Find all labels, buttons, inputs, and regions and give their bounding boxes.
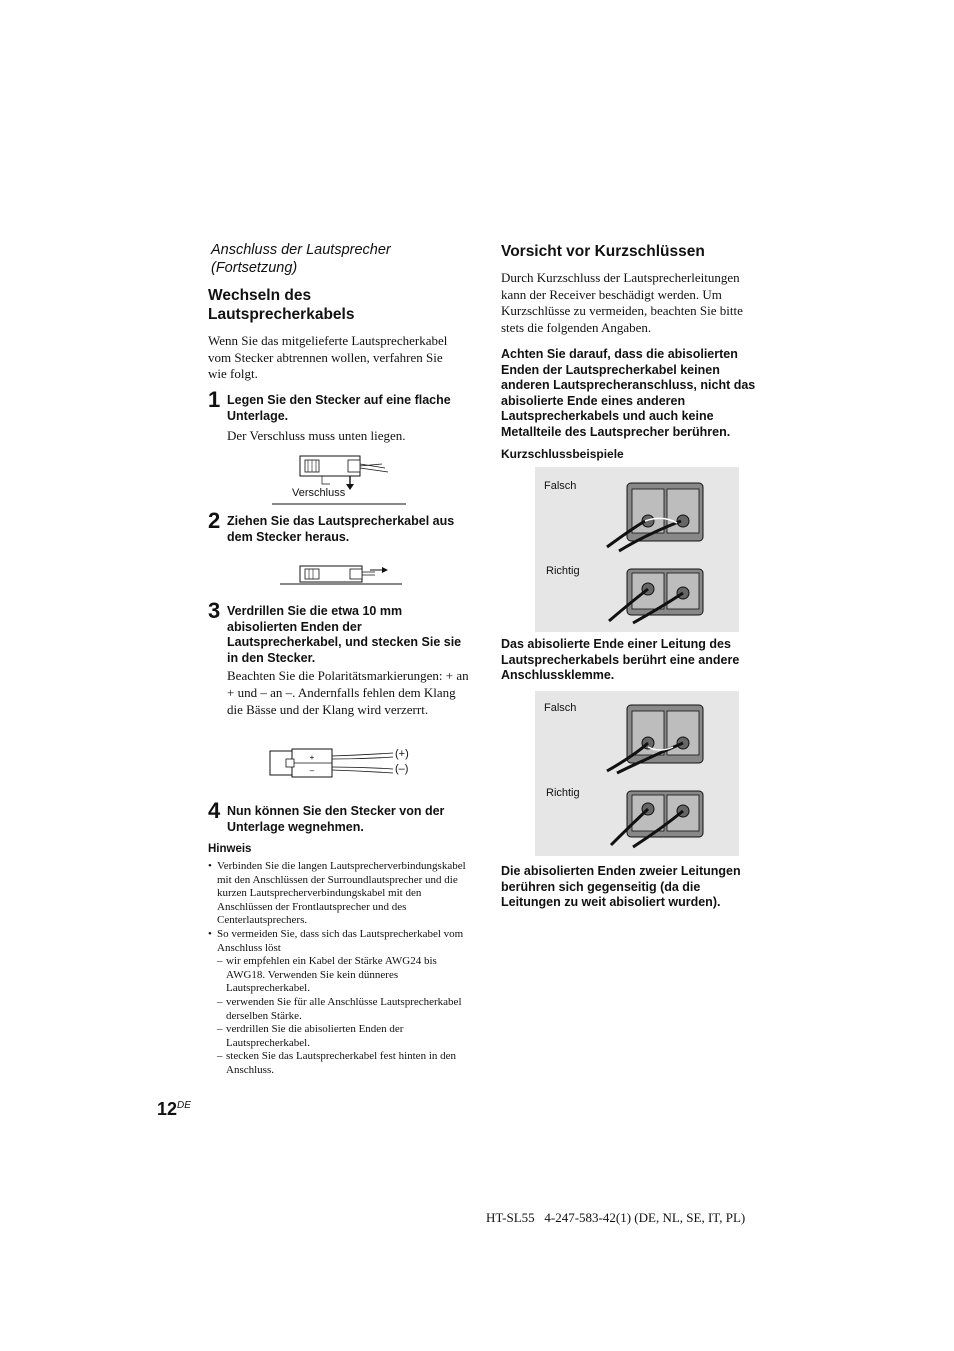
note-title: Hinweis: [208, 843, 252, 855]
step-subtext: Beachten Sie die Polaritätsmarkierungen: + an + und – an –. Andernfalls fehlen dem Klang die Bässe und der Klang wird verzerrt.: [227, 668, 469, 717]
note-item: • Verbinden Sie die langen Lautsprecherverbindungskabel mit den Anschlüssen der Surroundlautsprecher und die kurzen Lautsprecherverbindungskabel mit den Anschlüssen der Frontlautsprecher und des Centerlautsprechers.: [208, 860, 466, 927]
short-example-figure-1: [535, 467, 739, 632]
step-4: [208, 798, 473, 838]
step-number: 1: [208, 387, 221, 412]
lock-label: Verschluss: [292, 487, 346, 499]
right-label: Richtig: [546, 565, 580, 577]
step-1: [208, 387, 473, 453]
step-number: 4: [208, 798, 221, 823]
step-text: Ziehen Sie das Lautsprecherkabel aus dem Stecker heraus.: [227, 514, 455, 544]
terminal-illustration: [605, 699, 735, 849]
intro-text: Wenn Sie das mitgelieferte Lautsprecherkabel vom Stecker abtrennen wollen, verfahren Sie wie folgt.: [208, 333, 448, 381]
step-number: 2: [208, 508, 221, 533]
step-3: [208, 598, 473, 734]
polarity-figure: [268, 745, 413, 780]
notes-list: [208, 860, 470, 1078]
note-subitem: – verwenden Sie für alle Anschlüsse Lautsprecherkabel derselben Stärke.: [217, 995, 462, 1022]
page-suffix: DE: [177, 1100, 191, 1111]
step-2: [208, 508, 473, 548]
examples-title: Kurzschlussbeispiele: [501, 447, 624, 461]
wrong-label: Falsch: [544, 480, 577, 492]
connector-lock-figure: [270, 450, 410, 508]
inner-minus-mark: –: [309, 766, 315, 775]
note-item: • So vermeiden Sie, dass sich das Lautsprecherkabel vom Anschluss löst: [208, 927, 464, 954]
short-example-figure-2: [535, 691, 739, 856]
step-text: Legen Sie den Stecker auf eine flache Unterlage.: [227, 393, 451, 423]
warning-text: Achten Sie darauf, dass die abisolierten Enden der Lautsprecherkabel keinen anderen Lautsprecheranschluss, nicht das abisolierte Ende eines anderen Lautsprecherkabels und auch keine Metallteile des Lautsprecher berühren.: [501, 347, 756, 439]
section-continued: Anschluss der Lautsprecher (Fortsetzung): [211, 242, 391, 276]
right-label: Richtig: [546, 787, 580, 799]
page-number: 12DE: [157, 1099, 191, 1119]
caption-1: Das abisolierte Ende einer Leitung des Lautsprecherkabels berührt eine andere Anschlussklemme.: [501, 637, 740, 682]
inner-plus-mark: +: [309, 753, 315, 762]
note-subitem: – wir empfehlen ein Kabel der Stärke AWG24 bis AWG18. Verwenden Sie kein dünneres Lautsprecherkabel.: [217, 955, 437, 995]
note-subitem: – stecken Sie das Lautsprecherkabel fest hinten in den Anschluss.: [217, 1050, 457, 1076]
footer-model: HT-SL55 4-247-583-42(1) (DE, NL, SE, IT, PL): [486, 1210, 746, 1225]
step-text: Verdrillen Sie die etwa 10 mm abisolierten Enden der Lautsprecherkabel, und stecken Sie sie in den Stecker.: [227, 604, 462, 665]
right-heading: Vorsicht vor Kurzschlüssen: [501, 243, 705, 260]
wrong-label: Falsch: [544, 702, 577, 714]
step-number: 3: [208, 598, 221, 623]
pull-cable-figure: [280, 560, 405, 588]
section-heading: Wechseln des Lautsprecherkabels: [208, 287, 355, 323]
step-subtext: Der Verschluss muss unten liegen.: [227, 428, 406, 443]
minus-label: (–): [395, 763, 409, 775]
plus-label: (+): [395, 748, 409, 760]
caption-2: Die abisolierten Enden zweier Leitungen berühren sich gegenseitig (da die Leitungen zu weit abisoliert wurden).: [501, 864, 741, 909]
step-text: Nun können Sie den Stecker von der Unterlage wegnehmen.: [227, 804, 445, 834]
terminal-illustration: [605, 475, 735, 625]
note-subitem: – verdrillen Sie die abisolierten Enden der Lautsprecherkabel.: [217, 1023, 404, 1049]
right-intro: Durch Kurzschluss der Lautsprecherleitungen kann der Receiver beschädigt werden. Um Kurzschlüsse zu vermeiden, beachten Sie bitte stets die folgenden Angaben.: [501, 270, 743, 335]
